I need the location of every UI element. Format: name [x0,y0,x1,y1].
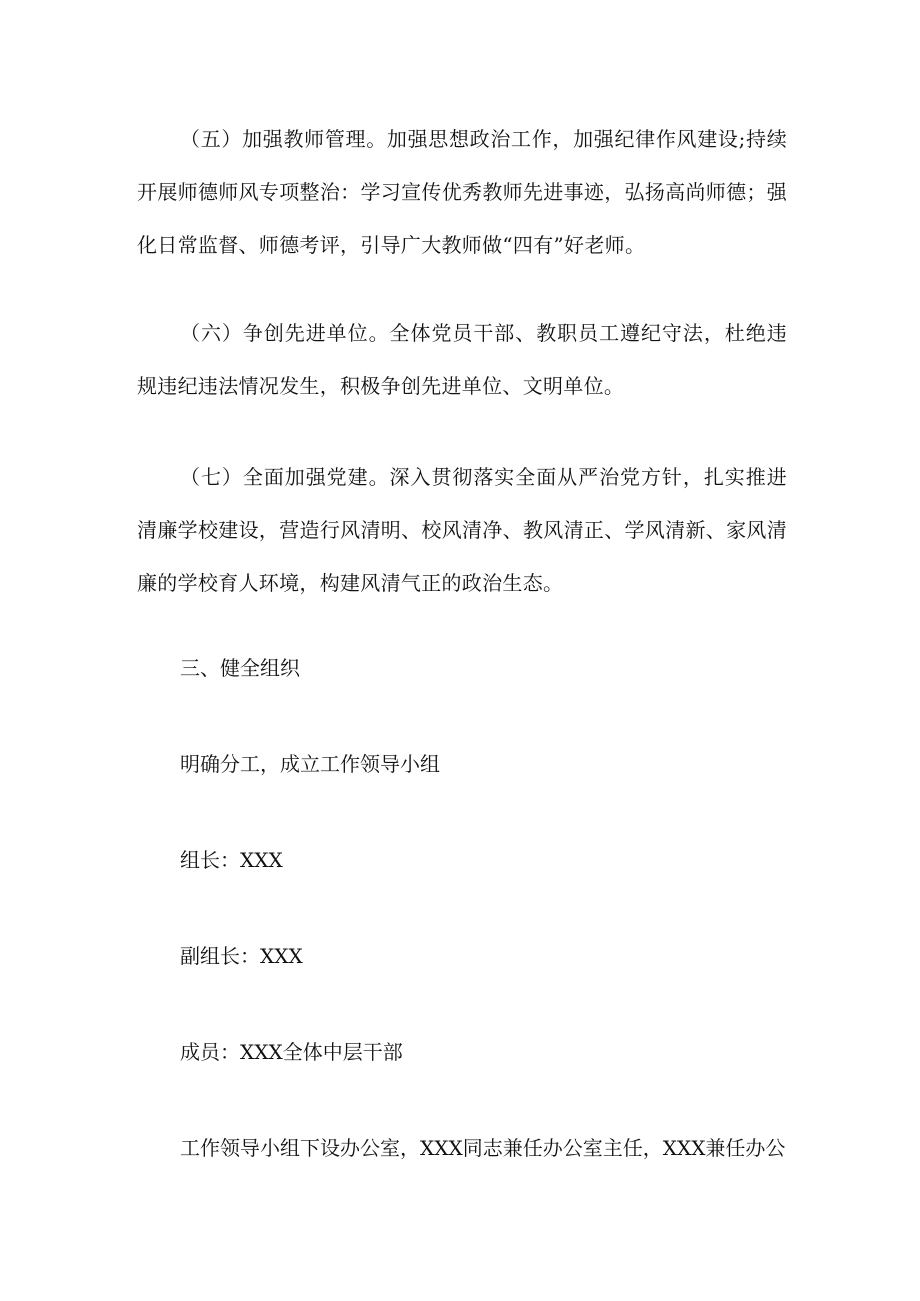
leader-line: 组长：XXX [180,848,283,872]
members-line: 成员：XXX全体中层干部 [180,1040,403,1064]
section-heading: 三、健全组织 [180,656,300,680]
office-note-line: 工作领导小组下设办公室，XXX同志兼任办公室主任，XXX兼任办公 [180,1136,786,1160]
paragraph-party-building: （七）全面加强党建。深入贯彻落实全面从严治党方针，扎实推进清廉学校建设，营造行风清明、校风清净、教风清正、学风清新、家风清廉的学校育人环境，构建风清气正的政治生态。 [137,465,787,595]
subheading-leading-group: 明确分工，成立工作领导小组 [180,752,440,776]
paragraph-advanced-unit: （六）争创先进单位。全体党员干部、教职员工遵纪守法，杜绝违规违纪违法情况发生，积极争创先进单位、文明单位。 [137,321,787,398]
paragraph-teacher-management: （五）加强教师管理。加强思想政治工作，加强纪律作风建设;持续开展师德师风专项整治：学习宣传优秀教师先进事迹，弘扬高尚师德；强化日常监督、师德考评，引导广大教师做“四有”好老师。 [137,127,787,257]
deputy-leader-line: 副组长：XXX [180,944,303,968]
